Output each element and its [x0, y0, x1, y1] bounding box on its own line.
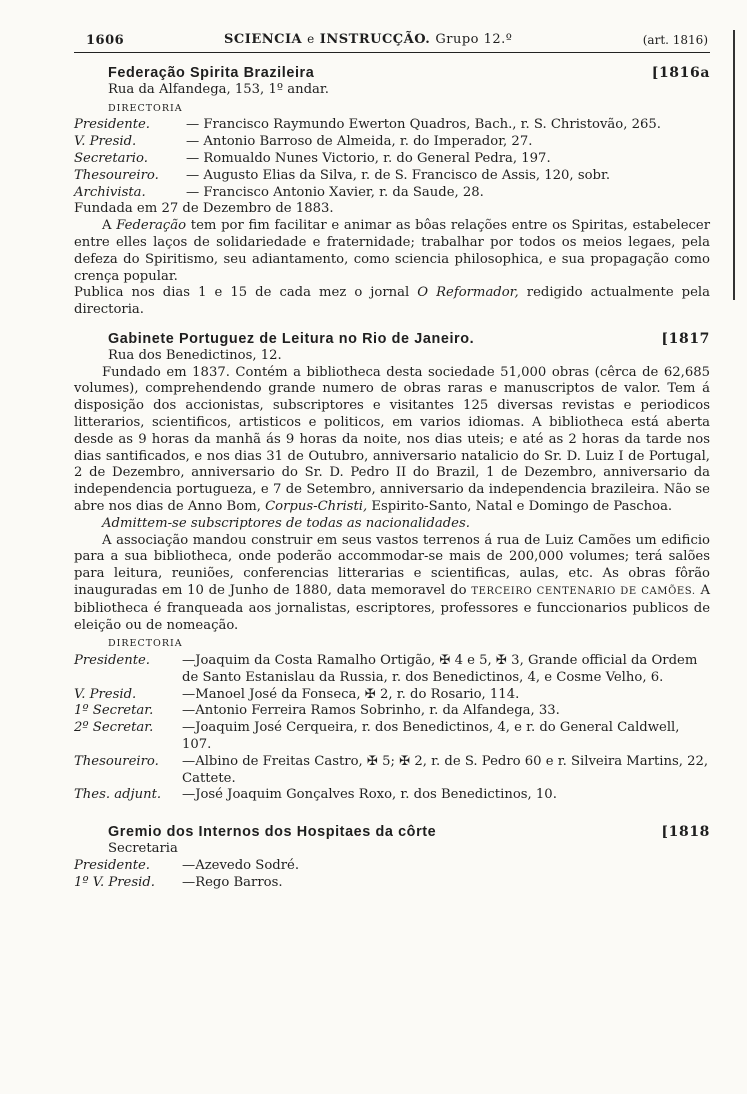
running-title: SCIENCIA e INSTRUCÇÃO. Grupo 12.º [224, 32, 513, 47]
entry-address: Secretaria [108, 841, 178, 857]
entry-heading: Gremio dos Internos dos Hospitaes da côrte [1818 [108, 824, 710, 841]
directory-label: DIRECTORIA [108, 102, 183, 114]
entry-address: Rua dos Benedictinos, 12. [108, 347, 282, 363]
officer-row: Archivista. — Francisco Antonio Xavier, r. da Saude, 28. [74, 184, 484, 200]
paragraph: Publica nos dias 1 e 15 de cada mez o jornal O Reformador, redigido actualmente pela directoria. [74, 285, 710, 318]
entry-1817 [74, 331, 710, 804]
officer-row: 2º Secretar. —Joaquim José Cerqueira, r. dos Benedictinos, 4, e r. do General Caldwell, 107. [74, 720, 680, 753]
directory-label: DIRECTORIA [108, 638, 183, 650]
officer-row: Presidente. —Azevedo Sodré. [74, 857, 300, 873]
officer-row: Presidente. —Joaquim da Costa Ramalho Ortigão, ✠ 4 e 5, ✠ 3, Grande official da Ordem de Santo Estanislau da Russia, r. dos Benedictinos, 4, e Cosme Velho, 6. [74, 653, 698, 685]
entry-number: [1816a [651, 65, 710, 81]
running-head [74, 30, 710, 53]
officer-row: Presidente. — Francisco Raymundo Ewerton Quadros, Bach., r. S. Christovão, 265. [74, 117, 661, 133]
entry-heading: Federação Spirita Brazileira [1816a [108, 65, 710, 81]
entry-number: [1817 [661, 330, 710, 347]
officer-row: 1º V. Presid. —Rego Barros. [74, 874, 283, 890]
paragraph: A associação mandou construir em seus vastos terrenos á rua de Luiz Camões um edificio para a sua bibliotheca, onde poderão accommodar-se mais de 200,000 volumes; terá salões para leitura, reuniões, conferencias litterarias e scientificas, aulas, etc. As obras fôrão inauguradas em 10 de Junho de 1880, data memoravel do TERCEIRO CENTENARIO DE CAMÕES. A bibliotheca é franqueada aos jornalistas, escriptores, professores e funccionarios publicos de eleição ou de nomeação. [74, 532, 710, 633]
officer-row: V. Presid. — Antonio Barroso de Almeida, r. do Imperador, 27. [74, 134, 533, 150]
entry-heading: Gabinete Portuguez de Leitura no Rio de Janeiro. [1817 [108, 330, 710, 347]
officer-row: Secretario. — Romualdo Nunes Victorio, r. do General Pedra, 197. [74, 150, 551, 166]
margin-rule [733, 30, 735, 300]
officer-row: Thesoureiro. —Albino de Freitas Castro, ✠ 5; ✠ 2, r. de S. Pedro 60 e r. Silveira Martins, 22, Cattete. [74, 753, 709, 786]
page-number: 1606 [86, 33, 125, 48]
admission-note: Admittem-se subscriptores de todas as nacionalidades. [102, 515, 470, 531]
entry-number: [1818 [661, 824, 710, 841]
article-range: (art. 1816) [642, 33, 708, 47]
founded-line: Fundada em 27 de Dezembro de 1883. [74, 201, 334, 217]
officer-row: 1º Secretar. —Antonio Ferreira Ramos Sobrinho, r. da Alfandega, 33. [74, 703, 560, 719]
officer-row: Thes. adjunt. —José Joaquim Gonçalves Roxo, r. dos Benedictinos, 10. [74, 787, 557, 803]
entry-1816a [74, 65, 710, 319]
paragraph: Fundado em 1837. Contém a bibliotheca desta sociedade 51,000 obras (cêrca de 62,685 volumes), comprehendendo grande numero de obras raras e manuscriptos de valor. Tem á disposição dos accionistas, subscriptores e visitantes 125 diversas revistas e periodicos litterarios, scientificos, artisticos e politicos, em varios idiomas. A bibliotheca está aberta desde as 9 horas da manhã ás 9 horas da noite, nos dias uteis; e até as 2 horas da tarde nos dias santificados, e nos dias 31 de Outubro, anniversario natalicio do Sr. D. Luiz I de Portugal, 2 de Dezembro, anniversario do Sr. D. Pedro II do Brazil, 1 de Dezembro, anniversario da independencia portugueza, e 7 de Setembro, anniversario da independencia brazileira. Não se abre nos dias de Anno Bom, Corpus-Christi, Espirito-Santo, Natal e Domingo de Paschoa. [74, 364, 710, 514]
page [74, 30, 710, 891]
entry-address: Rua da Alfandega, 153, 1º andar. [108, 81, 329, 97]
paragraph: A Federação tem por fim facilitar e animar as bôas relações entre os Spiritas, estabelecer entre elles laços de solidariedade e fraternidade; trabalhar por todos os meios legaes, pela defeza do Spiritismo, seu adiantamento, como sciencia philosophica, e sua propagação como crença popular. [74, 218, 711, 284]
officer-row: V. Presid. —Manoel José da Fonseca, ✠ 2, r. do Rosario, 114. [74, 686, 520, 702]
entry-1818 [74, 824, 710, 891]
officer-row: Thesoureiro. — Augusto Elias da Silva, r. de S. Francisco de Assis, 120, sobr. [74, 167, 611, 183]
